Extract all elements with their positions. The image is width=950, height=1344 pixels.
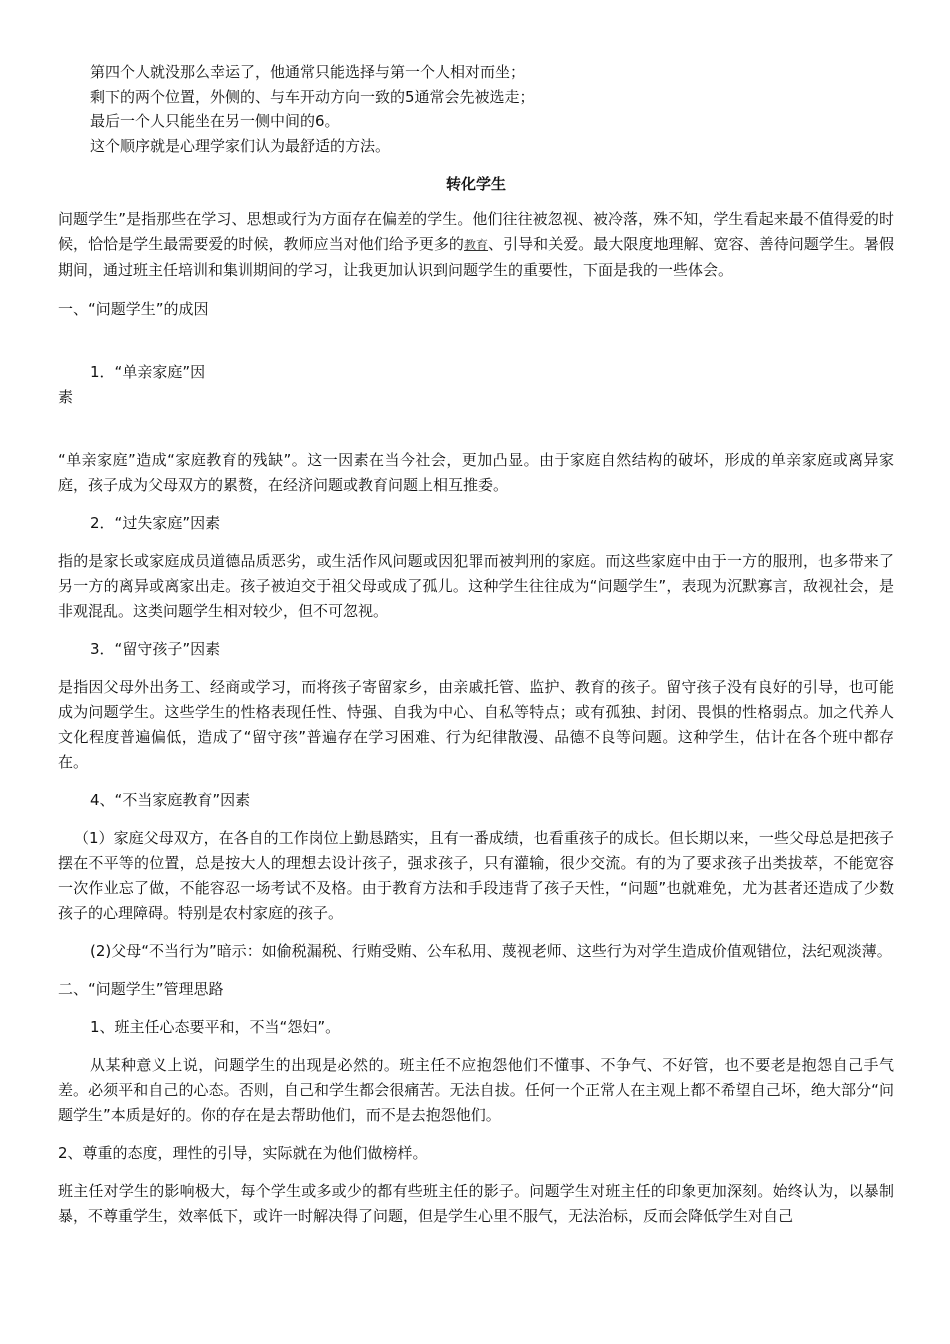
intro-line: 第四个人就没那么幸运了，他通常只能选择与第一个人相对而坐； bbox=[90, 63, 526, 81]
cause-4-text-1: （1）家庭父母双方，在各自的工作岗位上勤恳踏实，且有一番成绩，也看重孩子的成长。但长期以来，一些父母总是把孩子摆在不平等的位置，总是按大人的理想去设计孩子，强求孩子，只有灌输，很少交流。有的为了要求孩子出类拔萃，不能宽容一次作业忘了做，不能容忍一场考试不及格。由于教育方法和手段违背了孩子天性，“问题”也就难免，尤为甚者还造成了少数孩子的心理障碍。特别是农村家庭的孩子。 bbox=[58, 829, 894, 922]
cause-4-label: 4、“不当家庭教育”因素 bbox=[90, 791, 251, 809]
intro-text-before: 问题学生”是指那些在学习、思想或行为方面存在偏差的学生。他们往往被忽视、被冷落，殊不知，学生看起来最不值得爱的时候，恰恰是学生最需要爱的时候，教师应当对他们给予更多的 bbox=[58, 210, 894, 253]
cause-2-text: 指的是家长或家庭成员道德品质恶劣，或生活作风问题或因犯罪而被判刑的家庭。而这些家庭中由于一方的服刑，也多带来了另一方的离异或离家出走。孩子被迫交于祖父母或成了孤儿。这种学生往往成为“问题学生”，表现为沉默寡言，敌视社会，是非观混乱。这类问题学生相对较少，但不可忽视。 bbox=[58, 552, 894, 620]
cause-2-label: 2．“过失家庭”因素 bbox=[90, 514, 221, 532]
cause-1-text: “单亲家庭”造成“家庭教育的残缺”。这一因素在当今社会，更加凸显。由于家庭自然结构的破坏，形成的单亲家庭或离异家庭，孩子成为父母双方的累赘，在经济问题或教育问题上相互推委。 bbox=[58, 451, 894, 494]
cause-1-label bbox=[26, 360, 894, 410]
approach-2-text: 班主任对学生的影响极大，每个学生或多或少的都有些班主任的影子。问题学生对班主任的印象更加深刻。始终认为，以暴制暴，不尊重学生，效率低下，或许一时解决得了问题，但是学生心里不服气，无法治标，反而会降低学生对自己 bbox=[58, 1182, 894, 1225]
cause-1-label-a: 1．“单亲家庭”因 bbox=[90, 363, 206, 381]
document-page bbox=[58, 60, 894, 1229]
intro-lines bbox=[58, 60, 894, 158]
cause-4-text-2: (2)父母“不当行为”暗示：如偷税漏税、行贿受贿、公车私用、蔑视老师、这些行为对学生造成价值观错位，法纪观淡薄。 bbox=[90, 942, 892, 960]
section1-heading: 一、“问题学生”的成因 bbox=[58, 300, 209, 318]
cause-1-label-b: 素 bbox=[58, 388, 74, 406]
approach-1-text: 从某种意义上说，问题学生的出现是必然的。班主任不应抱怨他们不懂事、不争气、不好管，也不要老是抱怨自己手气差。必须平和自己的心态。否则，自己和学生都会很痛苦。无法自拔。任何一个正常人在主观上都不希望自己坏，绝大部分“问题学生”本质是好的。你的存在是去帮助他们，而不是去抱怨他们。 bbox=[58, 1056, 894, 1124]
intro-paragraph bbox=[58, 207, 894, 283]
approach-1-label: 1、班主任心态要平和，不当“怨妇”。 bbox=[90, 1018, 341, 1036]
intro-line: 最后一个人只能坐在另一侧中间的6。 bbox=[90, 112, 340, 130]
cause-3-text: 是指因父母外出务工、经商或学习，而将孩子寄留家乡，由亲戚托管、监护、教育的孩子。留守孩子没有良好的引导，也可能成为问题学生。这些学生的性格表现任性、恃强、自我为中心、自私等特点；或有孤独、封闭、畏惧的性格弱点。加之代养人文化程度普遍偏低，造成了“留守孩”普遍存在学习困难、行为纪律散漫、品德不良等问题。这种学生，估计在各个班中都存在。 bbox=[58, 678, 894, 771]
section2-heading: 二、“问题学生”管理思路 bbox=[58, 980, 224, 998]
cause-3-label: 3．“留守孩子”因素 bbox=[90, 640, 221, 658]
approach-2-label: 2、尊重的态度，理性的引导，实际就在为他们做榜样。 bbox=[58, 1144, 428, 1162]
intro-line: 这个顺序就是心理学家们认为最舒适的方法。 bbox=[90, 136, 391, 155]
article-title: 转化学生 bbox=[445, 175, 506, 193]
intro-text-after: 、引导和关爱。最大限度地理解、宽容、善待问题学生。暑假期间，通过班主任培训和集训期间的学习，让我更加认识到问题学生的重要性，下面是我的一些体会。 bbox=[58, 235, 894, 279]
education-link[interactable]: 教育 bbox=[463, 238, 489, 252]
intro-line: 剩下的两个位置，外侧的、与车开动方向一致的5通常会先被选走； bbox=[90, 87, 535, 106]
